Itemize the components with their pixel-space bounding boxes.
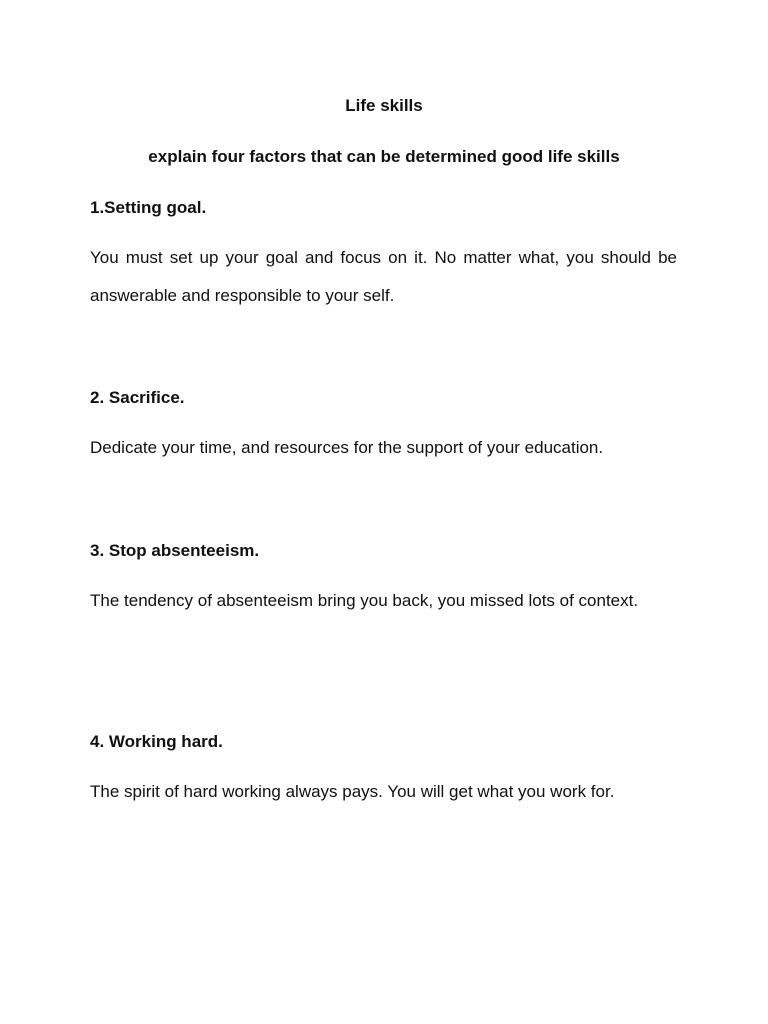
- section-body-sacrifice: Dedicate your time, and resources for the support of your education.: [90, 438, 604, 457]
- document-question: explain four factors that can be determined good life skills: [148, 147, 620, 166]
- section-body-working-hard: The spirit of hard working always pays. You will get what you work for.: [90, 782, 615, 801]
- document-title: Life skills: [345, 96, 423, 115]
- section-heading-sacrifice: 2. Sacrifice.: [90, 388, 185, 407]
- section-heading-working-hard: 4. Working hard.: [90, 732, 223, 751]
- section-body-setting-goal: You must set up your goal and focus on it. No matter what, you should be answerable and responsible to your self.: [90, 248, 677, 305]
- section-heading-setting-goal: 1.Setting goal.: [90, 198, 207, 217]
- section-heading-stop-absenteeism: 3. Stop absenteeism.: [90, 541, 260, 560]
- section-body-stop-absenteeism: The tendency of absenteeism bring you back, you missed lots of context.: [90, 591, 639, 610]
